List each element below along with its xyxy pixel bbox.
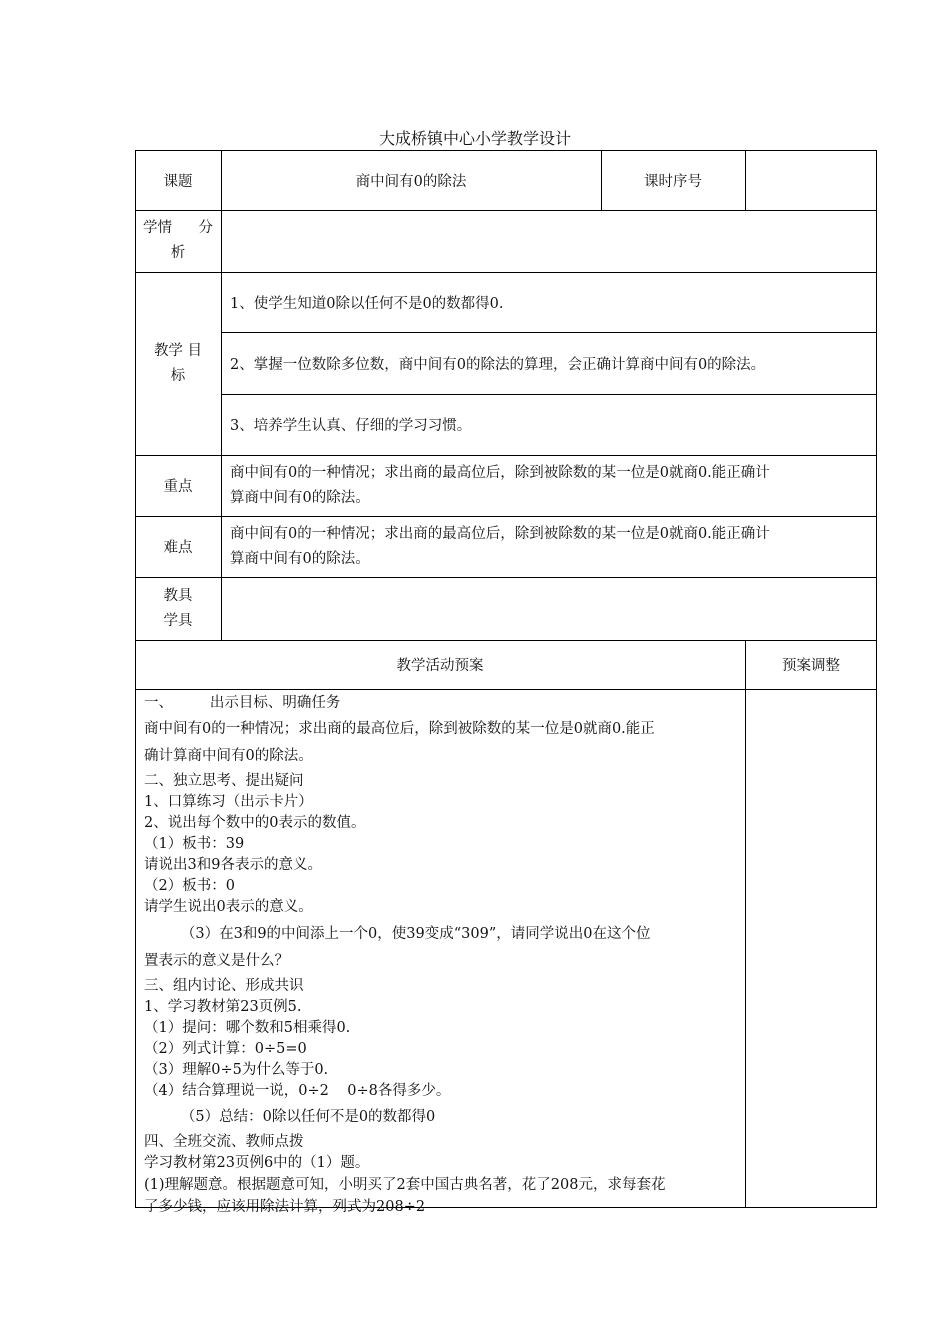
analysis-value bbox=[221, 210, 877, 272]
plan-line: 了多少钱，应该用除法计算，列式为208÷2 bbox=[144, 1199, 426, 1215]
plan-line: 2、说出每个数中的0表示的数值。 bbox=[144, 815, 366, 831]
plan-line: （5）总结：0除以任何不是0的数都得0 bbox=[144, 1109, 436, 1125]
plan-line: 商中间有0的一种情况；求出商的最高位后，除到被除数的某一位是0就商0.能正 bbox=[144, 721, 655, 737]
goal-item: 3、培养学生认真、仔细的学习习惯。 bbox=[230, 418, 472, 434]
difficulty-label: 难点 bbox=[163, 540, 193, 556]
difficulty-line: 算商中间有0的除法。 bbox=[230, 550, 370, 567]
row-divider bbox=[135, 689, 877, 690]
key-point-label: 重点 bbox=[163, 479, 193, 495]
tools-value bbox=[221, 577, 877, 640]
plan-line: 确计算商中间有0的除法。 bbox=[144, 748, 313, 764]
goal-item: 1、使学生知道0除以任何不是0的数都得0. bbox=[230, 295, 504, 312]
topic-value-text: 商中间有0的除法 bbox=[355, 173, 467, 190]
analysis-label-a: 学情 bbox=[143, 220, 172, 236]
plan-line: （4）结合算理说一说，0÷2 0÷8各得多少。 bbox=[144, 1083, 451, 1099]
topic-value bbox=[221, 150, 601, 210]
plan-line: 1、学习教材第23页例5. bbox=[144, 999, 302, 1015]
plan-line: 四、全班交流、教师点拨 bbox=[144, 1134, 304, 1150]
topic-label bbox=[135, 150, 221, 210]
plan-line: (1)理解题意。根据题意可知，小明买了2套中国古典名著，花了208元，求每套花 bbox=[144, 1177, 666, 1193]
tools-label: 教具 学具 bbox=[163, 587, 193, 629]
difficulty-line: 商中间有0的一种情况；求出商的最高位后，除到被除数的某一位是0就商0.能正确计 bbox=[230, 525, 770, 542]
plan-line: 置表示的意义是什么？ bbox=[144, 953, 289, 969]
col-divider bbox=[745, 640, 746, 1208]
plan-line: （2）板书：0 bbox=[144, 878, 235, 894]
plan-line: 三、组内讨论、形成共识 bbox=[144, 978, 304, 994]
plan-line: （1）提问：哪个数和5相乘得0. bbox=[144, 1020, 351, 1036]
plan-line: 请说出3和9各表示的意义。 bbox=[144, 857, 322, 873]
plan-line: 学习教材第23页例6中的（1）题。 bbox=[144, 1155, 370, 1171]
plan-line: （2）列式计算：0÷5=0 bbox=[144, 1041, 307, 1057]
goals-label-a: 教学 目 bbox=[153, 342, 203, 359]
plan-header: 教学活动预案 bbox=[396, 658, 484, 674]
lesson-no-label bbox=[601, 150, 745, 210]
key-point-line: 商中间有0的一种情况；求出商的最高位后，除到被除数的某一位是0就商0.能正确计 bbox=[230, 464, 770, 481]
plan-line: （3）理解0÷5为什么等于0. bbox=[144, 1062, 329, 1078]
page-title: 大成桥镇中心小学教学设计 bbox=[378, 129, 571, 148]
key-point-line: 算商中间有0的除法。 bbox=[230, 489, 370, 506]
topic-label-text: 课题 bbox=[163, 173, 193, 190]
adjust-header: 预案调整 bbox=[782, 658, 840, 674]
difficulty-value bbox=[221, 516, 877, 577]
plan-line: 请学生说出0表示的意义。 bbox=[144, 899, 313, 915]
lesson-no-value bbox=[745, 150, 877, 210]
plan-line: （3）在3和9的中间添上一个0，使39变成“309”，请同学说出0在这个位 bbox=[144, 926, 651, 942]
analysis-label bbox=[135, 210, 221, 272]
goal-item: 2、掌握一位数除多位数，商中间有0的除法的算理，会正确计算商中间有0的除法。 bbox=[230, 356, 766, 373]
plan-line: 二、独立思考、提出疑问 bbox=[144, 773, 304, 789]
goals-label-b: 标 bbox=[170, 367, 186, 384]
plan-line: （1）板书：39 bbox=[144, 836, 245, 852]
analysis-label-b: 分 bbox=[198, 220, 213, 236]
lesson-no-label-text: 课时序号 bbox=[644, 173, 702, 190]
plan-body bbox=[144, 692, 742, 1218]
plan-line: 一、 出示目标、明确任务 bbox=[144, 695, 341, 711]
plan-line: 1、口算练习（出示卡片） bbox=[144, 794, 313, 810]
key-point-value bbox=[221, 455, 877, 516]
goals-label bbox=[135, 272, 221, 455]
analysis-label-c: 析 bbox=[170, 245, 186, 261]
